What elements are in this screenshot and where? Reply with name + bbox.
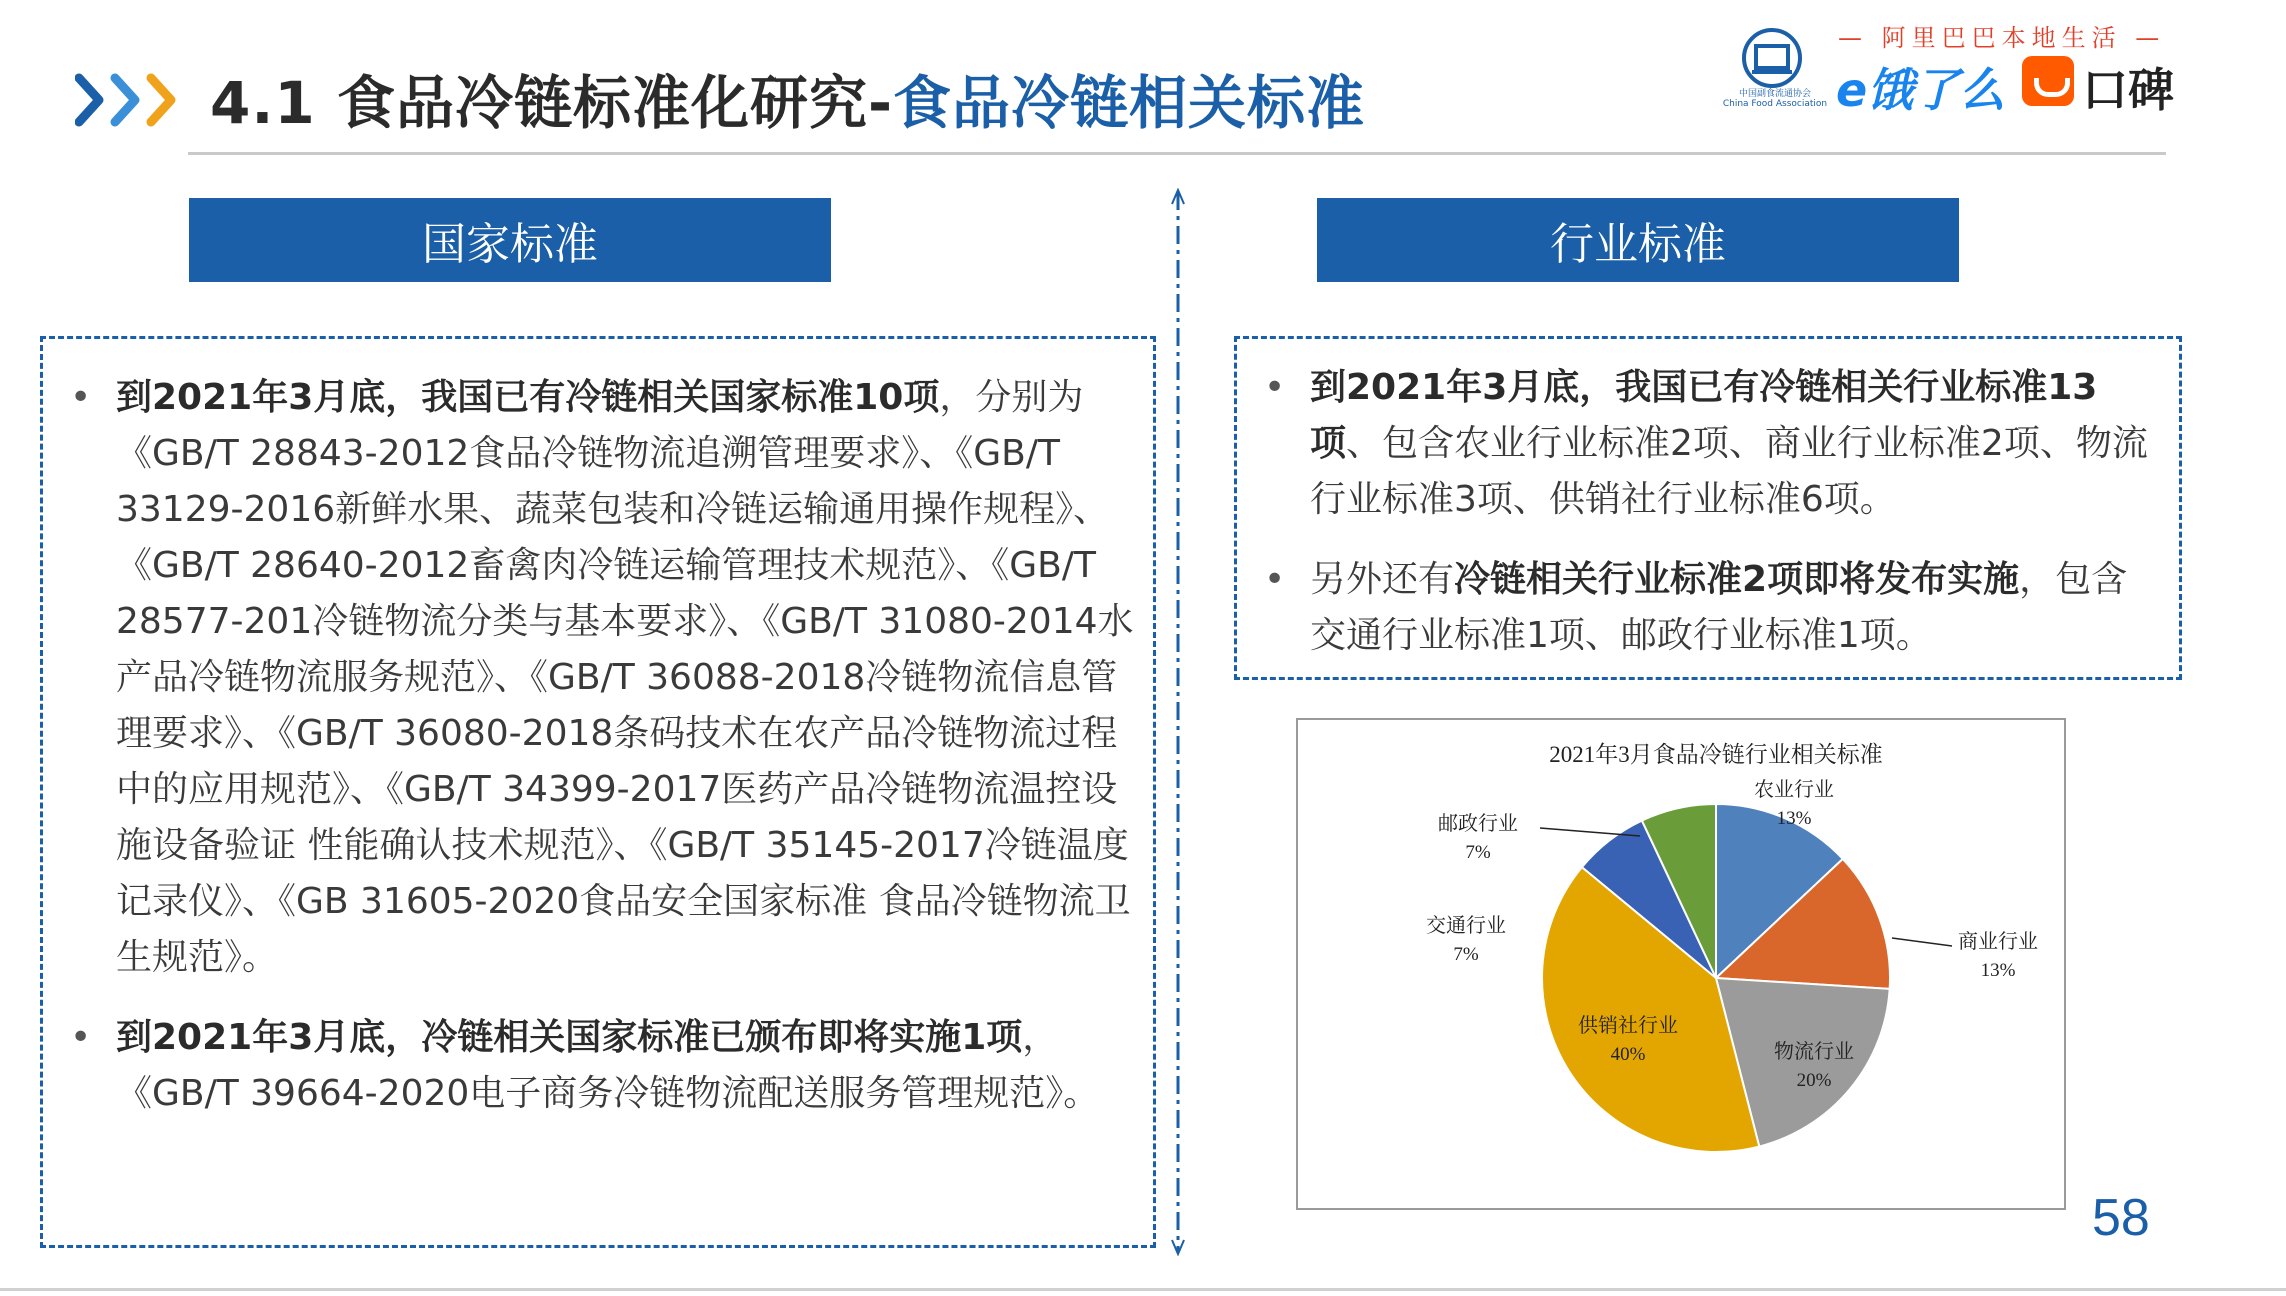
list-item: • 到2021年3月底，冷链相关国家标准已颁布即将实施1项，《GB/T 39664-2020电子商务冷链物流配送服务管理规范》。 bbox=[40, 1010, 1150, 1122]
vertical-divider bbox=[1170, 188, 1186, 1256]
slice-percent-label: 7% bbox=[1465, 842, 1491, 863]
slice-percent-label: 20% bbox=[1796, 1070, 1832, 1091]
koubei-icon bbox=[2022, 56, 2074, 106]
industry-standards-heading: 行业标准 bbox=[1317, 198, 1959, 282]
eleme-logo: e饿了么 bbox=[1836, 63, 2006, 117]
national-standards-heading: 国家标准 bbox=[189, 198, 831, 282]
page-number: 58 bbox=[2092, 1189, 2150, 1247]
leader-line bbox=[1892, 938, 1952, 946]
list-item: • 到2021年3月底，我国已有冷链相关行业标准13项、包含农业行业标准2项、商业行业标准2项、物流行业标准3项、供销社行业标准6项。 bbox=[1234, 360, 2182, 528]
list-item: • 另外还有冷链相关行业标准2项即将发布实施，包含交通行业标准1项、邮政行业标准1项。 bbox=[1234, 552, 2182, 664]
chart-title: 2021年3月食品冷链行业相关标准 bbox=[1549, 742, 1883, 767]
slice-label: 商业行业 bbox=[1958, 931, 2038, 953]
slice-label: 交通行业 bbox=[1426, 915, 1506, 937]
pie-chart bbox=[1296, 718, 2066, 1210]
slice-label: 物流行业 bbox=[1774, 1041, 1854, 1063]
association-name: 中国副食流通协会 China Food Association bbox=[1722, 89, 1828, 109]
slice-percent-label: 13% bbox=[1980, 960, 2016, 981]
title-prefix: 4.1 食品冷链标准化研究- bbox=[210, 69, 894, 137]
national-standards-list bbox=[40, 370, 1150, 1146]
slice-percent-label: 7% bbox=[1453, 944, 1479, 965]
slice-label: 供销社行业 bbox=[1578, 1015, 1678, 1037]
koubei-logo: 口碑 bbox=[2082, 63, 2174, 117]
slice-percent-label: 40% bbox=[1610, 1044, 1646, 1065]
slice-percent-label: 13% bbox=[1776, 808, 1812, 829]
industry-standards-list bbox=[1234, 360, 2182, 688]
alibaba-slogan: — 阿里巴巴本地生活 — bbox=[1838, 24, 2166, 52]
page-title bbox=[210, 56, 1365, 140]
chevron-right-icon bbox=[75, 72, 185, 128]
list-item: • 到2021年3月底，我国已有冷链相关国家标准10项，分别为《GB/T 28843-2012食品冷链物流追溯管理要求》、《GB/T 33129-2016新鲜水果、蔬菜包装和冷链运输通用操作规程》、《GB/T 28640-2012畜禽肉冷链运输管理技术规范》、《GB/T 28577-201冷链物流分类与基本要求》、《GB/T 31080-2014水产品冷链物流服务规范》、《GB/T 36088-2018冷链物流信息管理要求》、《GB/T 36080-2018条码技术在农产品冷链物流过程中的应用规范》、《GB/T 34399-2017医药产品冷链物流温控设施设备验证 性能确认技术规范》、《GB/T 35145-2017冷链温度记录仪》、《GB 31605-2020食品安全国家标准 食品冷链物流卫生规范》。 bbox=[40, 370, 1150, 986]
pie-chart-canvas bbox=[1298, 720, 2068, 1212]
slice-label: 邮政行业 bbox=[1438, 813, 1518, 835]
slice-label: 农业行业 bbox=[1754, 779, 1834, 801]
bottom-divider bbox=[0, 1288, 2286, 1291]
title-accent: 食品冷链相关标准 bbox=[893, 69, 1366, 137]
title-divider bbox=[188, 152, 2166, 155]
